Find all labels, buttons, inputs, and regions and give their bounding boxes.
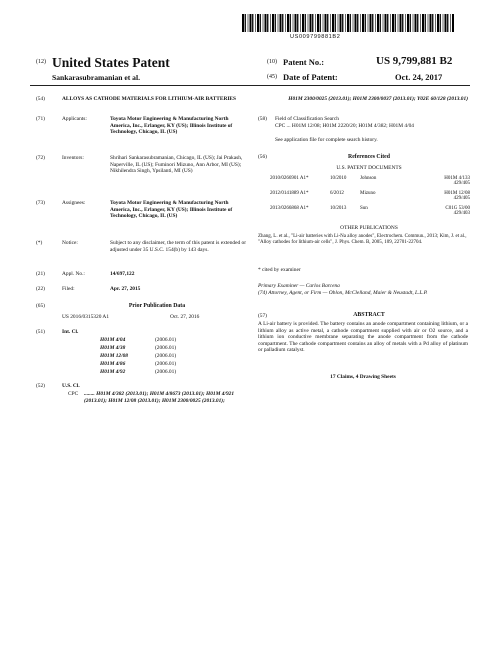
assignees-text: Toyota Motor Engineering & Manufacturing North America, Inc., Erlanger, KY (US); Illinois Institute of Technology, Chicago, IL (US)	[110, 200, 233, 220]
header-divider	[30, 85, 470, 86]
patent-no-label: Patent No.:	[283, 57, 325, 67]
refs-tag: (56)	[258, 154, 267, 160]
us-cl-tag: (52)	[36, 383, 45, 389]
cpc-continued: H01M 2300/0025 (2013.01); H01M 2300/0037 (2013.01); Y02E 60/128 (2013.01)	[288, 96, 468, 102]
inventors-text: Shrihari Sankarasubramanian, Chicago, IL (US); Jai Prakash, Naperville, IL (US); Fuminori Mizuno, Ann Arbor, MI (US); Nikhilendra Singh, Ypsilanti, MI (US)	[110, 155, 243, 175]
int-cl-code: H01M 4/86	[100, 361, 126, 367]
claims-summary: 17 Claims, 4 Drawing Sheets	[330, 374, 396, 380]
assignees-tag: (73)	[36, 200, 45, 206]
us-cl-heading: U.S. Cl.	[62, 383, 80, 389]
inventors-tag: (72)	[36, 155, 45, 161]
int-cl-date: (2006.01)	[155, 337, 177, 343]
abstract-heading: ABSTRACT	[353, 312, 385, 318]
notice-text: Subject to any disclaimer, the term of this patent is extended or adjusted under 35 U.S.C. 154(b) by 143 days.	[110, 240, 247, 253]
int-cl-tag: (51)	[36, 329, 45, 335]
prior-pub-heading: Prior Publication Data	[128, 303, 186, 309]
filed-label: Filed:	[62, 286, 75, 292]
invention-title: ALLOYS AS CATHODE MATERIALS FOR LITHIUM-AIR BATTERIES	[62, 96, 237, 102]
abstract-text: A Li-air battery is provided. The battery contains an anode compartment containing lithium, or a lithium alloy as active metal, a cathode compartment supplied with air or O2 source, and a lithium ion conductive membrane separating the anode compartment from the cathode compartment. The cathode compartment contains an alloy of metals with a Pd alloy of platinum or palladium catalyst.	[258, 321, 468, 354]
field-note: See application file for complete search history.	[275, 137, 378, 143]
int-cl-code: H01M 4/38	[100, 345, 126, 351]
assignees-label: Assignees:	[62, 200, 86, 206]
abstract-tag: (57)	[258, 313, 267, 319]
int-cl-date: (2006.01)	[155, 361, 177, 367]
prior-pub-date: Oct. 27, 2016	[170, 314, 200, 320]
inventor-short: Sankarasubramanian et al.	[52, 73, 140, 82]
publication-number: US009799881B2	[290, 34, 341, 40]
appl-label: Appl. No.:	[62, 271, 85, 277]
filed-date: Apr. 27, 2015	[110, 286, 141, 292]
applicants-text: Toyota Motor Engineering & Manufacturing North America, Inc., Erlanger, KY (US); Illinois Institute of Technology, Chicago, IL (US)	[110, 116, 233, 136]
cited-by-examiner: * cited by examiner	[258, 267, 301, 273]
date-label: Date of Patent:	[283, 72, 338, 82]
int-cl-date: (2006.01)	[155, 353, 177, 359]
reference-class: C01G 53/00 429/403	[445, 206, 470, 216]
country-tag: (12)	[36, 59, 46, 65]
reference-number: 2012/0141889 A1*	[270, 191, 309, 196]
int-cl-code: H01M 12/08	[100, 353, 129, 359]
other-pub-heading: OTHER PUBLICATIONS	[340, 225, 398, 231]
reference-class: H01M 12/08 429/405	[444, 191, 470, 201]
reference-row	[270, 191, 470, 203]
applicants-tag: (71)	[36, 116, 45, 122]
int-cl-code: H01M 4/92	[100, 369, 126, 375]
patent-number: US 9,799,881 B2	[376, 55, 453, 67]
prior-pub-number: US 2016/0315320 A1	[62, 314, 110, 320]
prior-pub-tag: (65)	[36, 303, 45, 309]
appl-number: 14/697,122	[110, 271, 135, 277]
reference-date: 6/2012	[330, 191, 344, 196]
barcode	[242, 14, 456, 32]
inventors-label: Inventors:	[62, 155, 84, 161]
reference-date: 10/2013	[330, 206, 347, 211]
us-cl-text: ........ H01M 4/382 (2013.01); H01M 4/8673 (2013.01); H01M 4/921 (2013.01); H01M 12/08 (2013.01); H01M 2300/0025 (2013.01);	[84, 391, 235, 404]
reference-row	[270, 206, 470, 218]
reference-inventor: Mizuno	[360, 191, 376, 196]
refs-subheading: U.S. PATENT DOCUMENTS	[336, 165, 402, 171]
date-tag: (45)	[267, 74, 277, 80]
us-cl-label: CPC	[68, 391, 79, 397]
int-cl-date: (2006.01)	[155, 345, 177, 351]
patent-no-tag: (10)	[267, 59, 277, 65]
primary-examiner: Primary Examiner — Carlos Barcena	[258, 283, 340, 289]
field-heading: Field of Classification Search	[275, 116, 339, 122]
other-pub-text: Zhang, L. et al., "Li-air batteries with Li-Na alloy anodes", Electrochem. Commun., 2013; Kim, J. et al., "Alloy cathodes for lithium-air cells", J. Phys. Chem. B, 2005, 109, 22701-22704.	[258, 234, 467, 246]
filed-tag: (22)	[36, 286, 45, 292]
reference-date: 10/2010	[330, 176, 347, 181]
reference-inventor: Johnson	[360, 176, 377, 181]
title-tag: (54)	[36, 96, 45, 102]
int-cl-heading: Int. Cl.	[62, 329, 79, 335]
attorney-agent: (74) Attorney, Agent, or Firm — Oblon, McClelland, Maier & Neustadt, L.L.P.	[258, 290, 428, 296]
country-title: United States Patent	[52, 55, 170, 70]
patent-date: Oct. 24, 2017	[395, 72, 443, 82]
int-cl-date: (2006.01)	[155, 369, 177, 375]
reference-number: 2013/0266868 A1*	[270, 206, 309, 211]
reference-inventor: Sun	[360, 206, 368, 211]
notice-label: Notice:	[62, 240, 78, 246]
reference-number: 2010/0266901 A1*	[270, 176, 309, 181]
field-text: CPC ... H01M 12/08; H01M 2220/20; H01M 4/382; H01M 4/04	[275, 123, 414, 129]
refs-heading: References Cited	[348, 154, 390, 160]
field-tag: (58)	[258, 116, 267, 122]
int-cl-code: H01M 4/04	[100, 337, 126, 343]
appl-tag: (21)	[36, 271, 45, 277]
reference-row	[270, 176, 470, 188]
reference-class: H01M 4/133 429/405	[444, 176, 470, 186]
notice-tag: (*)	[36, 240, 43, 246]
applicants-label: Applicants:	[62, 116, 87, 122]
